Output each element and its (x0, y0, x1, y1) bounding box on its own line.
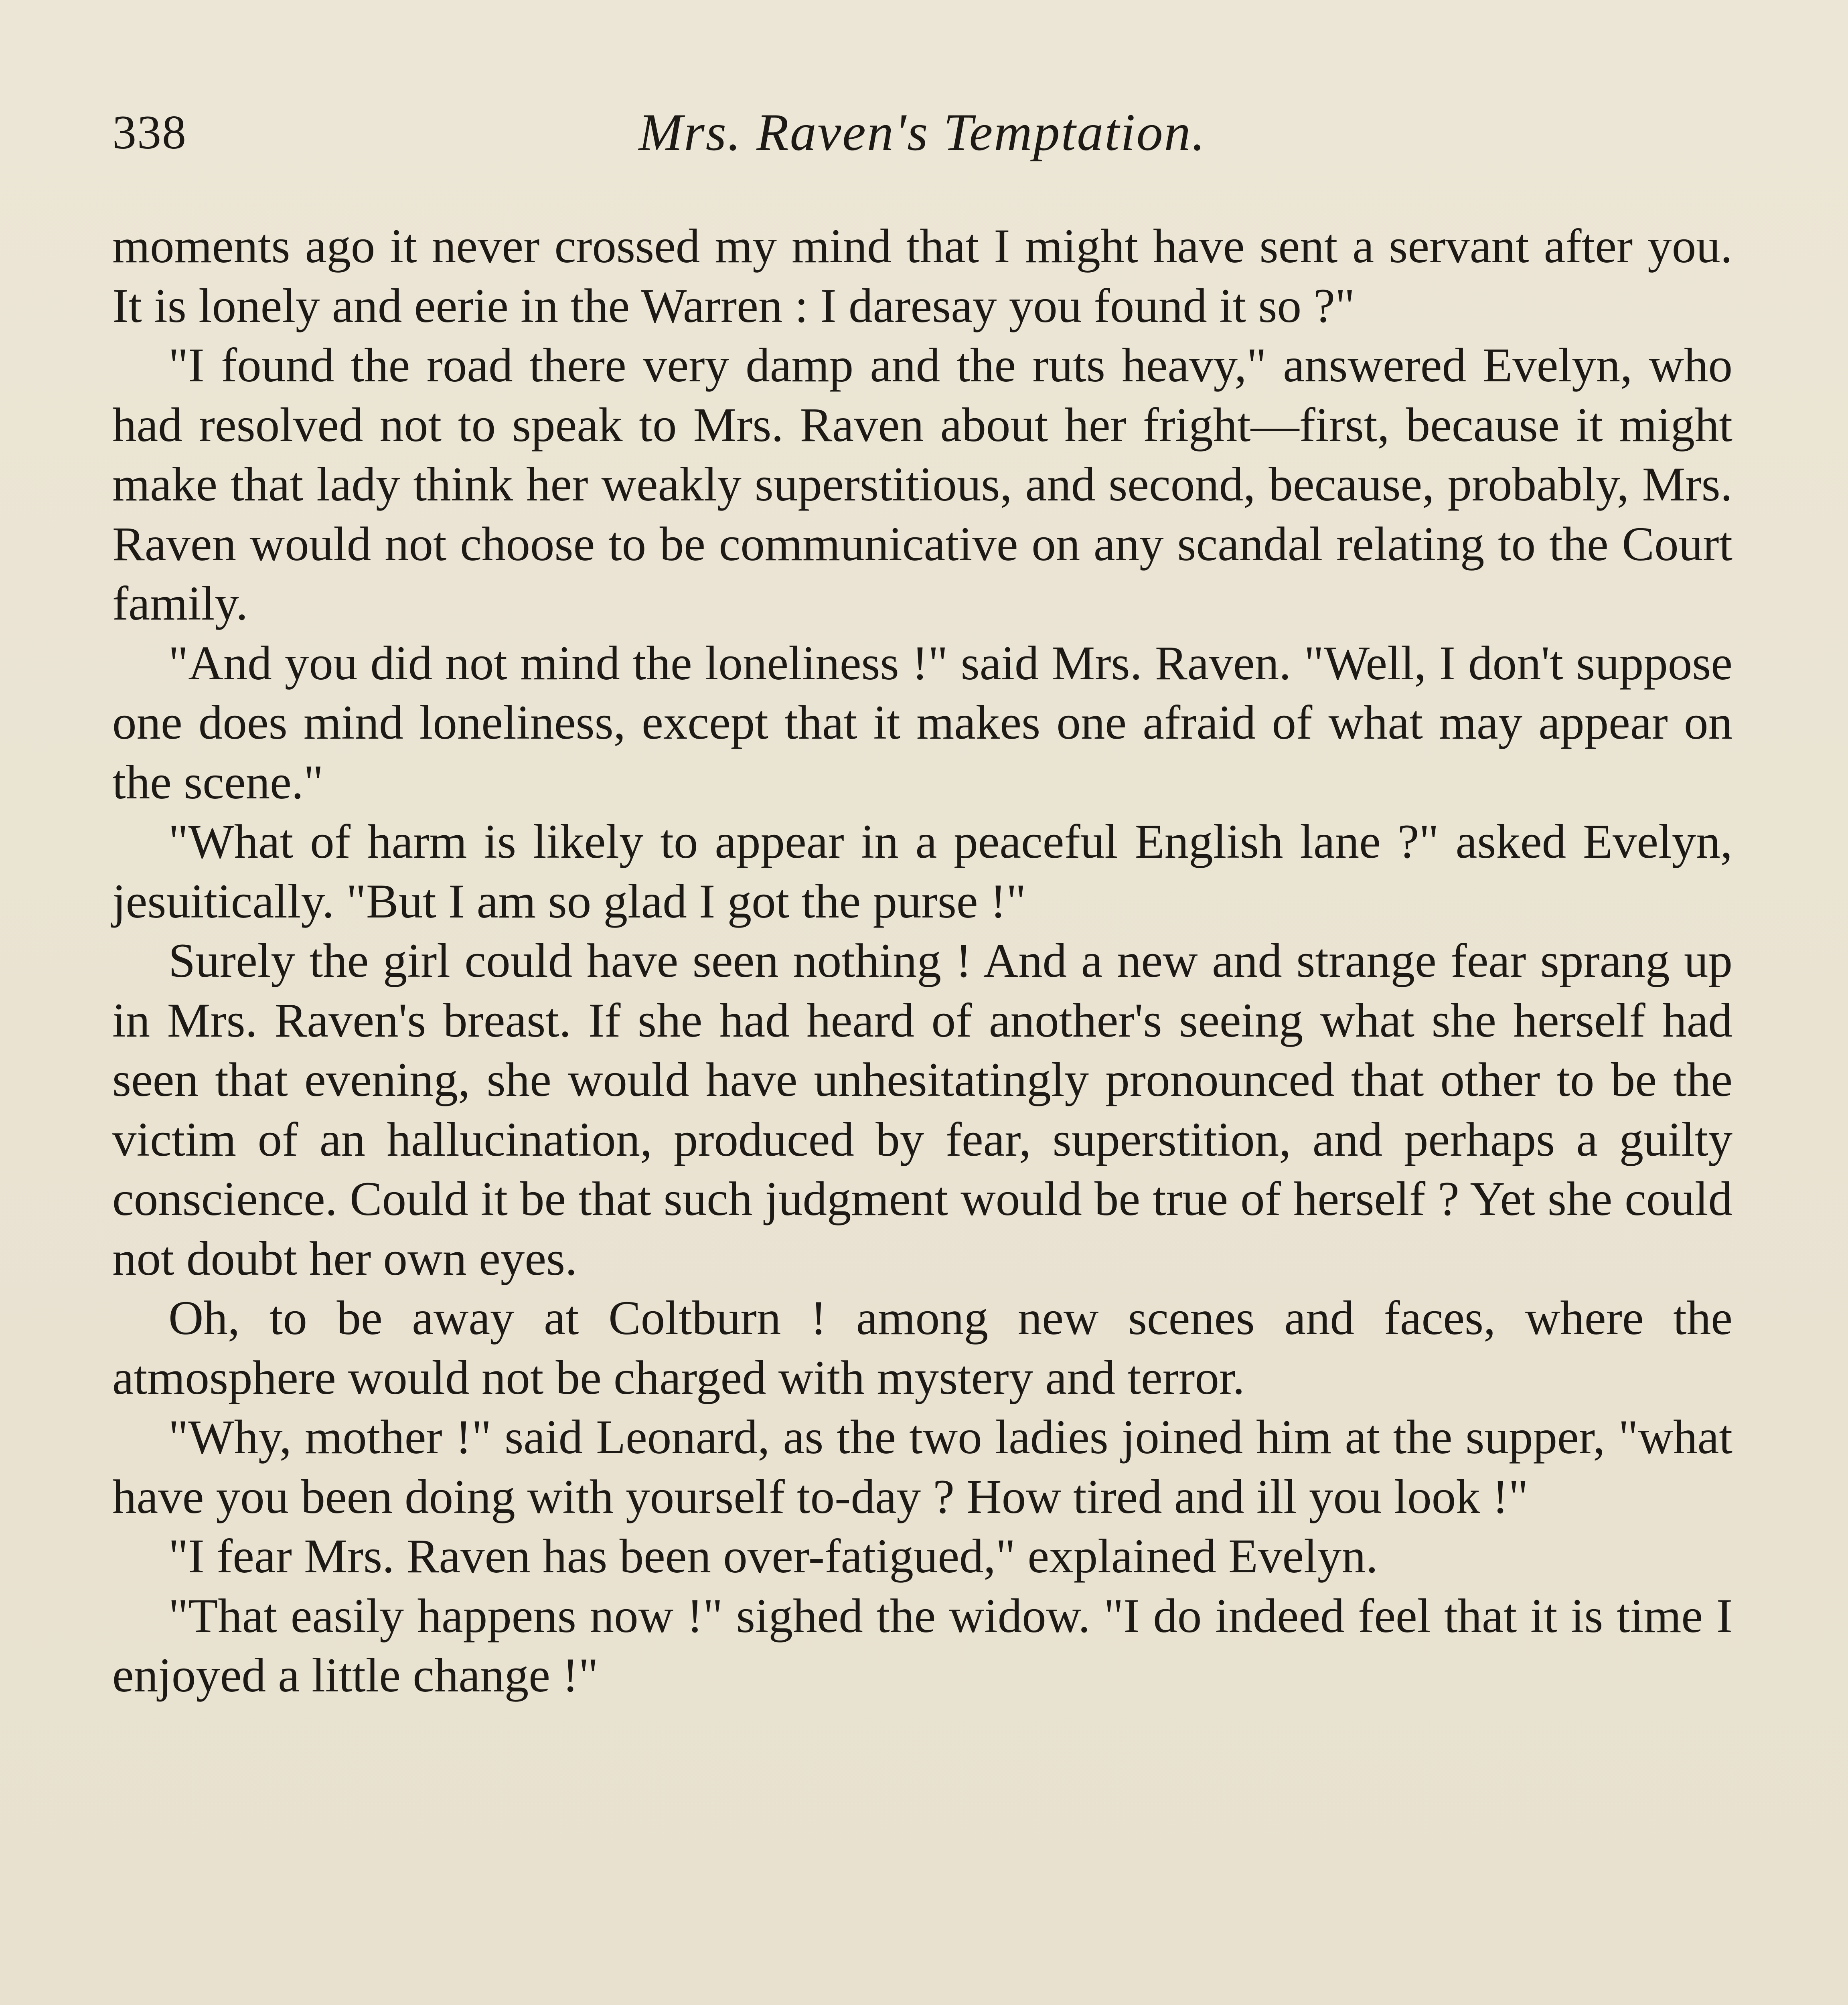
paragraph: Oh, to be away at Coltburn ! among new scenes and faces, where the atmosphere would not be charged with mystery and terror. (112, 1291, 1732, 1405)
body-text (112, 217, 1732, 1705)
paragraph: "What of harm is likely to appear in a peaceful English lane ?" asked Evelyn, jesuitically. "But I am so glad I got the purse !" (112, 815, 1732, 928)
page-header (112, 100, 1732, 164)
paragraph: "And you did not mind the loneliness !" said Mrs. Raven. "Well, I don't suppose one does mind loneliness, except that it makes one afraid of what may appear on the scene." (112, 636, 1732, 809)
paragraph: "That easily happens now !" sighed the widow. "I do indeed feel that it is time I enjoyed a little change !" (112, 1589, 1732, 1702)
page-number: 338 (112, 105, 187, 159)
paragraph: Surely the girl could have seen nothing ! And a new and strange fear sprang up in Mrs. Raven's breast. If she had heard of another's seeing what she herself had seen that evening, she would have unhesitatingly pronounced that other to be the victim of an hallucination, produced by fear, superstition, and perhaps a guilty conscience. Could it be that such judgment would be true of herself ? Yet she could not doubt her own eyes. (112, 934, 1732, 1286)
paragraph: "I fear Mrs. Raven has been over-fatigued," explained Evelyn. (168, 1529, 1378, 1583)
running-title: Mrs. Raven's Temptation. (638, 103, 1206, 162)
paragraph: "Why, mother !" said Leonard, as the two ladies joined him at the supper, "what have you been doing with yourself to-day ? How tired and ill you look !" (112, 1410, 1732, 1524)
paragraph: "I found the road there very damp and the ruts heavy," answered Evelyn, who had resolved not to speak to Mrs. Raven about her fright—first, because it might make that lady think her weakly superstitious, and second, because, probably, Mrs. Raven would not choose to be communicative on any scandal relating to the Court family. (112, 338, 1732, 630)
paragraph-continuation: moments ago it never crossed my mind that I might have sent a servant after you. It is lonely and eerie in the Warren : I daresay you found it so ?" (112, 219, 1732, 333)
